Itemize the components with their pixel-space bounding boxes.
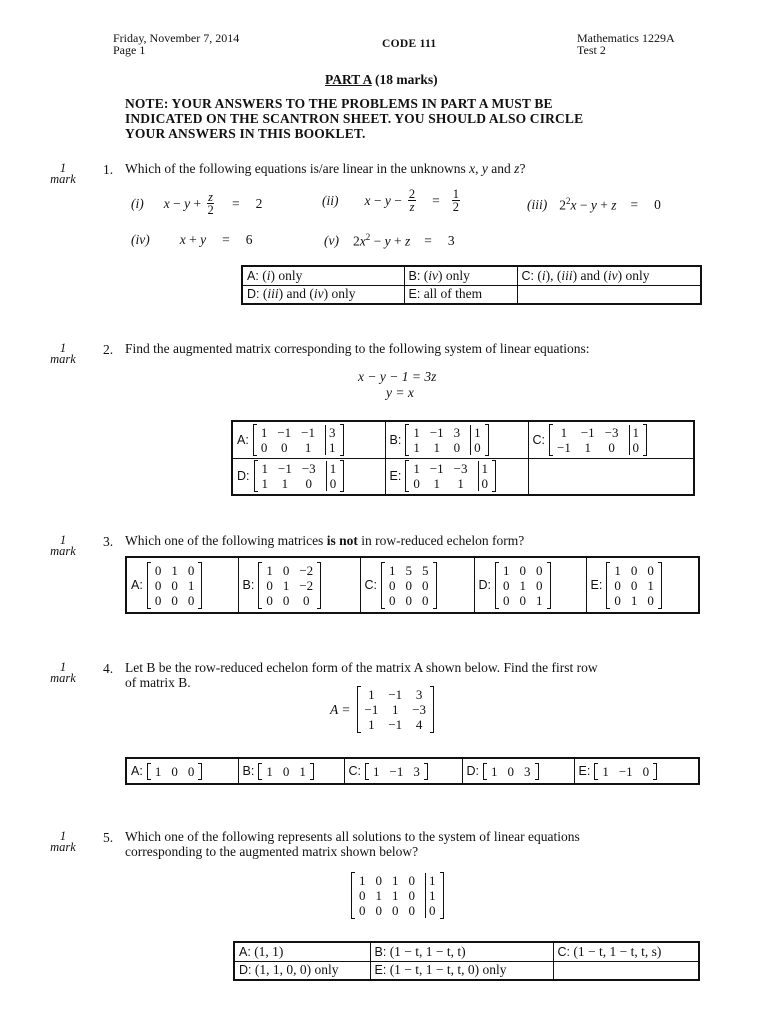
matrix-cell: 1: [413, 424, 420, 440]
matrix-cell: 0: [305, 476, 313, 492]
answer-option-d[interactable]: D: (1, 1, 0, 0) only: [234, 961, 370, 980]
mark-label: 1 mark: [50, 829, 76, 854]
matrix-cell: 3: [453, 424, 461, 440]
answer-option-a[interactable]: A: 0 1 0 0 0 1 0 0 0: [126, 557, 238, 613]
matrix-cell: 0: [187, 562, 195, 578]
matrix-cell: 0: [413, 476, 420, 492]
matrix-cell: 0: [282, 763, 290, 779]
matrix-cell: −3: [301, 461, 316, 477]
matrix-cell: 1: [375, 888, 382, 903]
answer-table-q5: [233, 941, 700, 981]
system-eq-1: x − y − 1 = 3z: [358, 369, 437, 384]
answer-table-q2: [231, 420, 695, 496]
matrix-cell: −1: [557, 439, 571, 455]
answer-option-c[interactable]: C: 1 −1 −3 1 −1 1 0 0: [528, 421, 694, 458]
answer-option-d[interactable]: D: 1 0 3: [462, 758, 574, 784]
matrix: [253, 424, 344, 456]
matrix: [495, 562, 551, 609]
mark-label: 1 mark: [50, 161, 76, 186]
matrix: [606, 562, 662, 609]
answer-option-e[interactable]: E: 1 0 0 0 0 1 0 1 0: [586, 557, 699, 613]
matrix-cell: 0: [503, 592, 510, 608]
matrix-cell: 0: [453, 439, 461, 455]
matrix-cell: 1: [519, 577, 526, 593]
answer-option-b[interactable]: B: (1 − t, 1 − t, t): [370, 942, 553, 961]
matrix-cell: 0: [630, 577, 638, 593]
answer-option-b[interactable]: B: (iv) only: [404, 266, 517, 285]
matrix-cell: 0: [375, 903, 382, 918]
answer-option-e[interactable]: E: 1 −1 −3 1 0 1 1 0: [385, 458, 528, 495]
question-number: 2.: [103, 342, 114, 357]
matrix-cell: 0: [536, 562, 543, 578]
matrix-cell: 1: [425, 873, 436, 888]
matrix-cell: −1: [301, 424, 315, 440]
matrix-cell: 0: [266, 592, 273, 608]
matrix-cell: 1: [647, 577, 654, 593]
matrix-a-display: A = 1 −1 3 −1 1 −3 1 −1 4: [330, 686, 434, 733]
matrix-cell: 1: [187, 577, 195, 593]
matrix-cell: −1: [277, 424, 292, 440]
matrix-cell: 0: [375, 873, 382, 888]
matrix-cell: 1: [629, 425, 640, 440]
matrix-cell: 1: [154, 763, 162, 779]
header-date: Friday, November 7, 2014: [113, 31, 240, 45]
matrix-cell: 1: [433, 439, 440, 455]
matrix-cell: 1: [261, 476, 268, 492]
matrix-cell: 0: [389, 577, 396, 593]
part-title: PART A: [325, 72, 372, 87]
matrix-cell: 1: [602, 763, 609, 779]
question-number: 5.: [103, 830, 114, 845]
matrix-cell: 1: [457, 476, 464, 492]
matrix-cell: 1: [478, 461, 489, 476]
matrix-cell: 0: [642, 763, 650, 779]
matrix: [405, 460, 496, 492]
equation-iv: (iv) x + y = 6: [131, 232, 253, 247]
matrix-cell: 1: [299, 763, 306, 779]
matrix-cell: 0: [359, 888, 366, 903]
augmented-matrix-display: [351, 872, 444, 919]
answer-option-a[interactable]: A: (i) only: [242, 266, 404, 285]
matrix-cell: 0: [154, 592, 162, 608]
matrix-cell: 0: [470, 440, 481, 455]
answer-option-b[interactable]: B: 1 −1 3 1 1 1 0 0: [385, 421, 528, 458]
part-marks: (18 marks): [375, 72, 438, 87]
matrix-cell: 0: [647, 592, 654, 608]
matrix-cell: 1: [266, 562, 273, 578]
question-text: Find the augmented matrix corresponding to the following system of linear equations:: [125, 341, 590, 356]
header-code: CODE 111: [382, 38, 437, 50]
matrix-cell: 0: [171, 577, 178, 593]
matrix-cell: 1: [368, 687, 375, 702]
matrix-cell: 0: [302, 592, 310, 608]
matrix-cell: 0: [614, 577, 621, 593]
matrix-cell: 1: [392, 888, 399, 903]
answer-option-e[interactable]: E: all of them: [404, 285, 517, 304]
matrix-cell: 0: [405, 592, 412, 608]
system-eq-2: y = x: [386, 385, 414, 400]
matrix-cell: 5: [422, 562, 429, 578]
matrix-cell: 1: [433, 476, 440, 492]
matrix-cell: 3: [413, 763, 420, 779]
matrix-a: [357, 686, 435, 733]
matrix-cell: 0: [608, 439, 615, 455]
matrix-cell: 0: [154, 562, 162, 578]
equation-v: (v) $2x^2 - y + z$ = 3: [324, 232, 455, 249]
equation-iii: (iii) $2^2x - y + z$ = 0: [527, 196, 661, 213]
matrix-cell: 1: [491, 763, 498, 779]
matrix-cell: 1: [614, 562, 621, 578]
matrix-cell: 0: [507, 763, 514, 779]
matrix-cell: 1: [392, 873, 399, 888]
matrix: [254, 460, 345, 492]
matrix-cell: 0: [422, 592, 429, 608]
matrix-cell: 3: [325, 425, 336, 440]
matrix-cell: 0: [408, 873, 415, 888]
matrix-cell: 1: [425, 888, 436, 903]
matrix-cell: 1: [260, 424, 268, 440]
mark-label: 1 mark: [50, 660, 76, 685]
question-text: Which one of the following represents all solutions to the system of linear equations corresponding to the augmented matrix shown below?: [125, 829, 580, 859]
row-vector: [258, 763, 314, 780]
matrix-cell: 0: [392, 903, 399, 918]
matrix-cell: 1: [282, 577, 290, 593]
question-number: 1.: [103, 162, 114, 177]
answer-option-c[interactable]: C: 1 5 5 0 0 0 0 0 0: [360, 557, 474, 613]
matrix-cell: 0: [425, 903, 436, 918]
matrix-cell: 0: [405, 577, 412, 593]
answer-option-d[interactable]: D: (iii) and (iv) only: [242, 285, 404, 304]
matrix-cell: 0: [326, 476, 337, 491]
matrix-cell: 5: [405, 562, 412, 578]
matrix-cell: 1: [359, 873, 366, 888]
matrix-cell: 0: [503, 577, 510, 593]
matrix: [549, 424, 647, 456]
matrix-cell: −1: [388, 717, 403, 732]
part-note: [125, 96, 705, 141]
question-number: 3.: [103, 534, 114, 549]
mark-label: 1 mark: [50, 533, 76, 558]
matrix-cell: 0: [171, 592, 178, 608]
row-vector: [594, 763, 657, 780]
matrix-cell: 0: [280, 439, 288, 455]
answer-option-c[interactable]: C: (i), (iii) and (iv) only: [517, 266, 701, 285]
question-text: Let B be the row-reduced echelon form of the matrix A shown below. Find the first row of matrix B.: [125, 660, 598, 690]
matrix: [381, 562, 437, 609]
matrix: [147, 562, 203, 609]
matrix-cell: −3: [604, 424, 619, 440]
matrix-cell: 1: [325, 440, 336, 455]
matrix-cell: 0: [260, 439, 268, 455]
matrix-cell: 0: [187, 763, 195, 779]
matrix-cell: 0: [359, 903, 366, 918]
matrix-cell: 1: [503, 562, 510, 578]
matrix-cell: 1: [304, 439, 312, 455]
matrix-cell: 1: [584, 439, 592, 455]
question-text: Which of the following equations is/are linear in the unknowns x, y and z?: [125, 161, 526, 176]
answer-option-b[interactable]: B: 1 0 1: [238, 758, 344, 784]
matrix-cell: 1: [281, 476, 289, 492]
answer-option-b[interactable]: B: 1 0 −2 0 1 −2 0 0 0: [238, 557, 360, 613]
answer-option-d[interactable]: D: 1 0 0 0 1 0 0 0 1: [474, 557, 586, 613]
matrix-cell: 0: [519, 592, 526, 608]
header-page: Page 1: [113, 43, 146, 57]
matrix-cell: −1: [364, 702, 379, 717]
matrix-cell: 4: [415, 717, 423, 732]
matrix-cell: −2: [299, 562, 314, 578]
matrix-cell: 1: [470, 425, 481, 440]
matrix-cell: 0: [647, 562, 654, 578]
answer-option-c[interactable]: C: 1 −1 3: [344, 758, 462, 784]
matrix-cell: 3: [415, 687, 423, 702]
matrix-cell: 1: [536, 592, 543, 608]
answer-option-e[interactable]: E: 1 −1 0: [574, 758, 699, 784]
matrix-cell: 1: [630, 592, 638, 608]
row-vector: [365, 763, 428, 780]
matrix-cell: 0: [171, 763, 178, 779]
matrix-cell: 0: [266, 577, 273, 593]
matrix-cell: 1: [326, 461, 337, 476]
matrix-cell: 1: [392, 702, 399, 717]
answer-table-q4: [125, 757, 700, 785]
matrix-cell: 0: [187, 592, 195, 608]
row-vector: [483, 763, 539, 780]
matrix-cell: −1: [580, 424, 595, 440]
answer-option-a[interactable]: A: 1 −1 −1 3 0 0 1 1: [232, 421, 385, 458]
equation-ii: (ii) x − y − $\frac{2}{z}$ = $\frac{1}{2}$: [322, 187, 459, 214]
question-text: Which one of the following matrices is not in row-reduced echelon form?: [125, 533, 525, 548]
answer-option-d[interactable]: D: 1 −1 −3 1 1 1 0 0: [232, 458, 385, 495]
matrix-cell: 0: [630, 562, 638, 578]
matrix-cell: 3: [524, 763, 531, 779]
matrix-cell: 0: [408, 888, 415, 903]
augmented-matrix: [351, 872, 444, 919]
matrix-cell: 1: [413, 439, 420, 455]
answer-table-q1: [241, 265, 702, 305]
equation-i: (i) x − y + $\frac{z}{2}$ = 2: [131, 190, 263, 217]
matrix-cell: 1: [560, 424, 568, 440]
matrix: [405, 424, 488, 456]
matrix-cell: −1: [278, 461, 292, 477]
note-line: YOUR ANSWERS IN THIS BOOKLET.: [125, 126, 366, 141]
matrix-cell: 0: [614, 592, 621, 608]
matrix-cell: 1: [389, 562, 396, 578]
matrix-cell: 0: [422, 577, 429, 593]
matrix-cell: −1: [429, 424, 444, 440]
matrix-cell: −3: [453, 461, 468, 477]
mark-label: 1 mark: [50, 341, 76, 366]
matrix-cell: −3: [412, 702, 427, 717]
answer-option-a[interactable]: A: (1, 1): [234, 942, 370, 961]
matrix-cell: −1: [618, 763, 633, 779]
note-line: INDICATED ON THE SCANTRON SHEET. YOU SHOULD ALSO CIRCLE: [125, 111, 584, 126]
matrix-cell: −1: [429, 461, 444, 477]
matrix-cell: 1: [261, 461, 268, 477]
matrix-cell: 1: [266, 763, 273, 779]
answer-table-q3: [125, 556, 700, 614]
matrix-cell: 1: [368, 717, 375, 732]
matrix-cell: 0: [282, 592, 290, 608]
matrix-cell: 0: [478, 476, 489, 491]
part-heading: [325, 72, 438, 88]
matrix-cell: 0: [519, 562, 526, 578]
answer-option-c[interactable]: C: (1 − t, 1 − t, t, s): [553, 942, 699, 961]
matrix-cell: 0: [282, 562, 290, 578]
header-course: Mathematics 1229A: [577, 31, 675, 45]
matrix-cell: 1: [413, 461, 420, 477]
matrix-cell: 0: [629, 440, 640, 455]
answer-option-e[interactable]: E: (1 − t, 1 − t, t, 0) only: [370, 961, 553, 980]
header-test: Test 2: [577, 43, 606, 57]
matrix: [258, 562, 321, 609]
matrix-cell: −1: [389, 763, 404, 779]
matrix-cell: −1: [388, 687, 403, 702]
matrix-cell: −2: [299, 577, 314, 593]
matrix-cell: 1: [373, 763, 380, 779]
answer-option-a[interactable]: A: 1 0 0: [126, 758, 238, 784]
matrix-cell: 0: [154, 577, 162, 593]
note-line: NOTE: YOUR ANSWERS TO THE PROBLEMS IN PART A MUST BE: [125, 96, 553, 111]
matrix-cell: 1: [171, 562, 178, 578]
matrix-cell: 0: [389, 592, 396, 608]
row-vector: [147, 763, 203, 780]
question-number: 4.: [103, 661, 114, 676]
matrix-cell: 0: [408, 903, 415, 918]
matrix-cell: 0: [536, 577, 543, 593]
